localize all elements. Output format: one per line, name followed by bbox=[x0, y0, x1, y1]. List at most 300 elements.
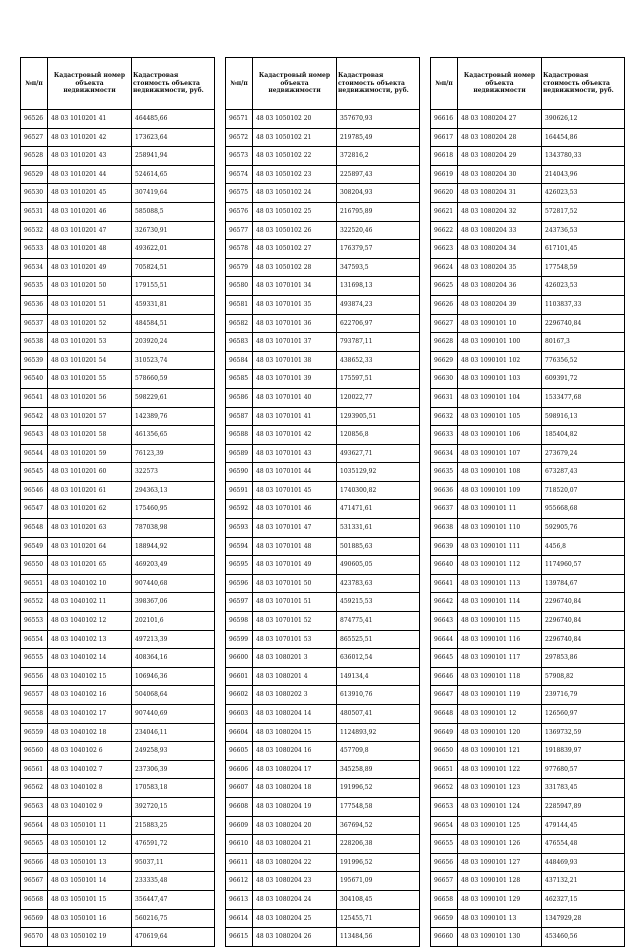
row-number: 96614 bbox=[226, 910, 253, 928]
cadastral-number: 48 03 1010201 52 bbox=[48, 315, 132, 333]
cadastral-number: 48 03 1090101 129 bbox=[458, 891, 542, 909]
table-row bbox=[21, 649, 214, 668]
table-row bbox=[21, 277, 214, 296]
row-number: 96567 bbox=[21, 872, 48, 890]
table-row bbox=[431, 928, 624, 946]
cadastral-number: 48 03 1070101 51 bbox=[253, 593, 337, 611]
row-number: 96575 bbox=[226, 184, 253, 202]
table-row bbox=[431, 277, 624, 296]
cadastral-cost: 572817,52 bbox=[545, 207, 578, 215]
cadastral-cost: 392720,15 bbox=[135, 802, 168, 810]
cadastral-cost: 476591,72 bbox=[135, 840, 168, 848]
table-row bbox=[431, 110, 624, 129]
row-number: 96586 bbox=[226, 389, 253, 407]
cadastral-cost: 297853,86 bbox=[545, 654, 578, 662]
cadastral-number: 48 03 1080201 4 bbox=[253, 668, 337, 686]
table-row bbox=[226, 686, 419, 705]
cadastral-number: 48 03 1010201 64 bbox=[48, 538, 132, 556]
table-row bbox=[226, 668, 419, 687]
table-row bbox=[431, 240, 624, 259]
row-number: 96642 bbox=[431, 593, 458, 611]
cadastral-number: 48 03 1050102 24 bbox=[253, 184, 337, 202]
row-number: 96556 bbox=[21, 668, 48, 686]
cadastral-cost: 793787,11 bbox=[340, 338, 373, 346]
row-number: 96598 bbox=[226, 612, 253, 630]
row-number: 96553 bbox=[21, 612, 48, 630]
row-number: 96527 bbox=[21, 129, 48, 147]
cadastral-number: 48 03 1010201 55 bbox=[48, 370, 132, 388]
cadastral-number: 48 03 1090101 104 bbox=[458, 389, 542, 407]
table-row bbox=[21, 891, 214, 910]
cadastral-cost: 177548,59 bbox=[545, 263, 578, 271]
cadastral-cost: 426023,53 bbox=[545, 189, 578, 197]
table-row bbox=[21, 668, 214, 687]
row-number: 96528 bbox=[21, 147, 48, 165]
row-number: 96552 bbox=[21, 593, 48, 611]
cadastral-number: 48 03 1090101 115 bbox=[458, 612, 542, 630]
table-row bbox=[431, 761, 624, 780]
cadastral-number: 48 03 1050101 11 bbox=[48, 817, 132, 835]
cadastral-cost: 955668,68 bbox=[545, 505, 578, 513]
cadastral-number: 48 03 1090101 127 bbox=[458, 854, 542, 872]
cadastral-number: 48 03 1040102 7 bbox=[48, 761, 132, 779]
cadastral-cost: 367694,52 bbox=[340, 821, 373, 829]
table-row bbox=[431, 389, 624, 408]
table-row bbox=[226, 835, 419, 854]
table-header bbox=[226, 58, 419, 110]
cadastral-number: 48 03 1080204 14 bbox=[253, 705, 337, 723]
row-number: 96618 bbox=[431, 147, 458, 165]
cadastral-cost: 874775,41 bbox=[340, 617, 373, 625]
cadastral-number: 48 03 1070101 40 bbox=[253, 389, 337, 407]
cadastral-cost: 470619,64 bbox=[135, 933, 168, 941]
row-number: 96610 bbox=[226, 835, 253, 853]
table-row bbox=[431, 482, 624, 501]
cadastral-number: 48 03 1010201 62 bbox=[48, 500, 132, 518]
cadastral-number: 48 03 1080204 16 bbox=[253, 742, 337, 760]
table-row bbox=[226, 519, 419, 538]
row-number: 96606 bbox=[226, 761, 253, 779]
cadastral-number: 48 03 1090101 105 bbox=[458, 408, 542, 426]
row-number: 96549 bbox=[21, 538, 48, 556]
table-row bbox=[431, 463, 624, 482]
row-number: 96587 bbox=[226, 408, 253, 426]
cadastral-number: 48 03 1090101 123 bbox=[458, 779, 542, 797]
cadastral-number: 48 03 1040102 9 bbox=[48, 798, 132, 816]
cadastral-cost: 239716,79 bbox=[545, 691, 578, 699]
row-number: 96643 bbox=[431, 612, 458, 630]
cadastral-number: 48 03 1010201 45 bbox=[48, 184, 132, 202]
header-cadastral-cost: Кадастровая стоимость объекта недвижимости, руб. bbox=[133, 72, 204, 95]
row-number: 96577 bbox=[226, 222, 253, 240]
cadastral-cost: 1124893,92 bbox=[340, 728, 377, 736]
cadastral-number: 48 03 1070101 41 bbox=[253, 408, 337, 426]
cadastral-cost: 357670,93 bbox=[340, 115, 373, 122]
cadastral-number: 48 03 1080204 19 bbox=[253, 798, 337, 816]
cadastral-cost: 490605,05 bbox=[340, 561, 373, 569]
cadastral-cost: 438652,33 bbox=[340, 356, 373, 364]
cadastral-number: 48 03 1070101 50 bbox=[253, 575, 337, 593]
cadastral-number: 48 03 1080204 23 bbox=[253, 872, 337, 890]
table-body bbox=[21, 110, 214, 946]
cadastral-number: 48 03 1010201 46 bbox=[48, 203, 132, 221]
cadastral-number: 48 03 1090101 110 bbox=[458, 519, 542, 537]
cadastral-cost: 471471,61 bbox=[340, 505, 373, 513]
row-number: 96589 bbox=[226, 445, 253, 463]
table-row bbox=[431, 500, 624, 519]
table-row bbox=[21, 854, 214, 873]
row-number: 96603 bbox=[226, 705, 253, 723]
cadastral-number: 48 03 1080204 21 bbox=[253, 835, 337, 853]
cadastral-cost: 1918839,97 bbox=[545, 747, 582, 755]
cadastral-cost: 476554,48 bbox=[545, 840, 578, 848]
row-number: 96558 bbox=[21, 705, 48, 723]
row-number: 96620 bbox=[431, 184, 458, 202]
cadastral-number: 48 03 1090101 102 bbox=[458, 352, 542, 370]
cadastral-number: 48 03 1010201 42 bbox=[48, 129, 132, 147]
row-number: 96581 bbox=[226, 296, 253, 314]
cadastral-cost: 907440,69 bbox=[135, 710, 168, 717]
row-number: 96579 bbox=[226, 259, 253, 277]
cadastral-number: 48 03 1040102 17 bbox=[48, 705, 132, 723]
row-number: 96550 bbox=[21, 556, 48, 574]
cadastral-number: 48 03 1090101 118 bbox=[458, 668, 542, 686]
table-row bbox=[21, 315, 214, 334]
table-row bbox=[21, 482, 214, 501]
table-row bbox=[226, 445, 419, 464]
cadastral-cost: 142389,76 bbox=[135, 412, 168, 420]
cadastral-number: 48 03 1090101 112 bbox=[458, 556, 542, 574]
cadastral-number: 48 03 1090101 130 bbox=[458, 928, 542, 946]
table-row bbox=[226, 538, 419, 557]
table-row bbox=[21, 593, 214, 612]
cadastral-cost: 191996,52 bbox=[340, 858, 373, 866]
cadastral-cost: 464485,66 bbox=[135, 115, 168, 122]
cadastral-number: 48 03 1010201 58 bbox=[48, 426, 132, 444]
cadastral-cost: 307419,64 bbox=[135, 189, 168, 197]
table-row bbox=[431, 872, 624, 891]
row-number: 96602 bbox=[226, 686, 253, 704]
cadastral-cost: 497213,39 bbox=[135, 635, 168, 643]
row-number: 96537 bbox=[21, 315, 48, 333]
row-number: 96544 bbox=[21, 445, 48, 463]
cadastral-cost: 233335,48 bbox=[135, 877, 168, 885]
table-row bbox=[431, 649, 624, 668]
table-row bbox=[226, 742, 419, 761]
cadastral-number: 48 03 1080204 33 bbox=[458, 222, 542, 240]
row-number: 96595 bbox=[226, 556, 253, 574]
cadastral-cost: 718520,07 bbox=[545, 486, 578, 494]
header-cadastral-number: Кадастровый номер объекта недвижимости bbox=[253, 58, 337, 109]
cadastral-number: 48 03 1080202 3 bbox=[253, 686, 337, 704]
cadastral-cost: 493627,71 bbox=[340, 449, 373, 457]
row-number: 96628 bbox=[431, 333, 458, 351]
cadastral-number: 48 03 1040102 16 bbox=[48, 686, 132, 704]
cadastral-number: 48 03 1070101 38 bbox=[253, 352, 337, 370]
cadastral-cost: 106946,36 bbox=[135, 672, 168, 680]
row-number: 96593 bbox=[226, 519, 253, 537]
cadastral-number: 48 03 1040102 11 bbox=[48, 593, 132, 611]
cadastral-table-2 bbox=[225, 57, 420, 947]
row-number: 96543 bbox=[21, 426, 48, 444]
row-number: 96612 bbox=[226, 872, 253, 890]
cadastral-cost: 1103837,33 bbox=[545, 300, 582, 308]
row-number: 96621 bbox=[431, 203, 458, 221]
row-number: 96631 bbox=[431, 389, 458, 407]
table-row bbox=[21, 129, 214, 148]
cadastral-number: 48 03 1080204 34 bbox=[458, 240, 542, 258]
cadastral-cost: 125455,71 bbox=[340, 914, 373, 922]
cadastral-number: 48 03 1010201 41 bbox=[48, 110, 132, 128]
table-row bbox=[431, 835, 624, 854]
cadastral-number: 48 03 1010201 54 bbox=[48, 352, 132, 370]
row-number: 96591 bbox=[226, 482, 253, 500]
row-number: 96554 bbox=[21, 631, 48, 649]
cadastral-number: 48 03 1090101 119 bbox=[458, 686, 542, 704]
table-row bbox=[21, 538, 214, 557]
table-row bbox=[431, 854, 624, 873]
table-row bbox=[431, 612, 624, 631]
cadastral-number: 48 03 1070101 48 bbox=[253, 538, 337, 556]
cadastral-cost: 501885,63 bbox=[340, 542, 373, 550]
table-row bbox=[21, 519, 214, 538]
cadastral-number: 48 03 1090101 120 bbox=[458, 724, 542, 742]
row-number: 96531 bbox=[21, 203, 48, 221]
cadastral-cost: 585088,5 bbox=[135, 207, 164, 215]
table-row bbox=[21, 761, 214, 780]
cadastral-number: 48 03 1090101 106 bbox=[458, 426, 542, 444]
cadastral-number: 48 03 1040102 13 bbox=[48, 631, 132, 649]
table-row bbox=[431, 705, 624, 724]
cadastral-number: 48 03 1010201 51 bbox=[48, 296, 132, 314]
cadastral-cost: 113484,56 bbox=[340, 933, 373, 941]
cadastral-number: 48 03 1090101 114 bbox=[458, 593, 542, 611]
table-row bbox=[21, 426, 214, 445]
cadastral-number: 48 03 1010201 56 bbox=[48, 389, 132, 407]
table-header bbox=[431, 58, 624, 110]
cadastral-cost: 356447,47 bbox=[135, 895, 168, 903]
cadastral-cost: 273679,24 bbox=[545, 449, 578, 457]
row-number: 96658 bbox=[431, 891, 458, 909]
table-row bbox=[21, 222, 214, 241]
cadastral-cost: 294363,13 bbox=[135, 486, 168, 494]
row-number: 96627 bbox=[431, 315, 458, 333]
cadastral-number: 48 03 1080204 31 bbox=[458, 184, 542, 202]
header-cadastral-number: Кадастровый номер объекта недвижимости bbox=[458, 58, 542, 109]
cadastral-cost: 120022,77 bbox=[340, 393, 373, 401]
cadastral-number: 48 03 1040102 12 bbox=[48, 612, 132, 630]
cadastral-cost: 177548,58 bbox=[340, 802, 373, 810]
row-number: 96659 bbox=[431, 910, 458, 928]
cadastral-number: 48 03 1080204 18 bbox=[253, 779, 337, 797]
cadastral-cost: 258941,94 bbox=[135, 152, 168, 160]
cadastral-cost: 243736,53 bbox=[545, 226, 578, 234]
table-row bbox=[21, 835, 214, 854]
cadastral-cost: 426023,53 bbox=[545, 282, 578, 290]
cadastral-number: 48 03 1010201 49 bbox=[48, 259, 132, 277]
table-row bbox=[431, 817, 624, 836]
row-number: 96641 bbox=[431, 575, 458, 593]
table-row bbox=[226, 352, 419, 371]
cadastral-cost: 179155,51 bbox=[135, 282, 168, 290]
cadastral-number: 48 03 1090101 103 bbox=[458, 370, 542, 388]
cadastral-number: 48 03 1080204 20 bbox=[253, 817, 337, 835]
cadastral-number: 48 03 1090101 111 bbox=[458, 538, 542, 556]
cadastral-cost: 175460,95 bbox=[135, 505, 168, 513]
cadastral-number: 48 03 1010201 53 bbox=[48, 333, 132, 351]
row-number: 96646 bbox=[431, 668, 458, 686]
table-row bbox=[226, 296, 419, 315]
table-row bbox=[21, 500, 214, 519]
row-number: 96566 bbox=[21, 854, 48, 872]
row-number: 96590 bbox=[226, 463, 253, 481]
row-number: 96626 bbox=[431, 296, 458, 314]
row-number: 96546 bbox=[21, 482, 48, 500]
row-number: 96557 bbox=[21, 686, 48, 704]
row-number: 96615 bbox=[226, 928, 253, 946]
row-number: 96585 bbox=[226, 370, 253, 388]
row-number: 96561 bbox=[21, 761, 48, 779]
cadastral-cost: 787038,98 bbox=[135, 524, 168, 532]
cadastral-cost: 592905,76 bbox=[545, 524, 578, 532]
cadastral-cost: 249258,93 bbox=[135, 747, 168, 755]
cadastral-cost: 673287,43 bbox=[545, 468, 578, 476]
cadastral-cost: 322520,46 bbox=[340, 226, 373, 234]
row-number: 96539 bbox=[21, 352, 48, 370]
row-number: 96652 bbox=[431, 779, 458, 797]
cadastral-cost: 493874,23 bbox=[340, 300, 373, 308]
table-row bbox=[431, 798, 624, 817]
cadastral-cost: 345258,89 bbox=[340, 765, 373, 773]
cadastral-cost: 326730,91 bbox=[135, 226, 168, 234]
table-row bbox=[226, 817, 419, 836]
table-row bbox=[226, 277, 419, 296]
cadastral-number: 48 03 1080204 30 bbox=[458, 166, 542, 184]
cadastral-number: 48 03 1090101 108 bbox=[458, 463, 542, 481]
cadastral-cost: 308204,93 bbox=[340, 189, 373, 197]
cadastral-cost: 322573 bbox=[135, 468, 158, 476]
table-row bbox=[431, 426, 624, 445]
table-row bbox=[21, 779, 214, 798]
row-number: 96644 bbox=[431, 631, 458, 649]
table-row bbox=[21, 817, 214, 836]
cadastral-number: 48 03 1090101 125 bbox=[458, 817, 542, 835]
cadastral-number: 48 03 1090101 116 bbox=[458, 631, 542, 649]
cadastral-number: 48 03 1040102 10 bbox=[48, 575, 132, 593]
cadastral-cost: 131698,13 bbox=[340, 282, 373, 290]
row-number: 96624 bbox=[431, 259, 458, 277]
cadastral-cost: 372816,2 bbox=[340, 152, 369, 160]
cadastral-number: 48 03 1090101 121 bbox=[458, 742, 542, 760]
row-number: 96656 bbox=[431, 854, 458, 872]
table-row bbox=[21, 686, 214, 705]
cadastral-number: 48 03 1080204 25 bbox=[253, 910, 337, 928]
cadastral-cost: 215883,25 bbox=[135, 821, 168, 829]
cadastral-cost: 1369732,59 bbox=[545, 728, 582, 736]
row-number: 96616 bbox=[431, 110, 458, 128]
cadastral-cost: 4456,8 bbox=[545, 542, 566, 550]
table-row bbox=[431, 352, 624, 371]
cadastral-cost: 185404,82 bbox=[545, 431, 578, 439]
cadastral-number: 48 03 1050102 27 bbox=[253, 240, 337, 258]
row-number: 96560 bbox=[21, 742, 48, 760]
row-number: 96572 bbox=[226, 129, 253, 147]
cadastral-cost: 504068,64 bbox=[135, 691, 168, 699]
cadastral-cost: 191996,52 bbox=[340, 784, 373, 792]
row-number: 96608 bbox=[226, 798, 253, 816]
cadastral-cost: 398367,06 bbox=[135, 598, 168, 606]
cadastral-cost: 480507,41 bbox=[340, 710, 373, 717]
row-number: 96583 bbox=[226, 333, 253, 351]
cadastral-number: 48 03 1070101 46 bbox=[253, 500, 337, 518]
cadastral-cost: 126560,97 bbox=[545, 710, 578, 717]
cadastral-cost: 531331,61 bbox=[340, 524, 373, 532]
row-number: 96640 bbox=[431, 556, 458, 574]
cadastral-cost: 175597,51 bbox=[340, 375, 373, 383]
cadastral-cost: 234046,11 bbox=[135, 728, 168, 736]
table-row bbox=[21, 110, 214, 129]
cadastral-cost: 202101,6 bbox=[135, 617, 164, 625]
cadastral-number: 48 03 1090101 107 bbox=[458, 445, 542, 463]
table-row bbox=[21, 296, 214, 315]
cadastral-cost: 203920,24 bbox=[135, 338, 168, 346]
table-body bbox=[431, 110, 624, 946]
table-row bbox=[21, 240, 214, 259]
table-row bbox=[21, 408, 214, 427]
table-row bbox=[431, 668, 624, 687]
row-number: 96584 bbox=[226, 352, 253, 370]
table-row bbox=[226, 854, 419, 873]
cadastral-cost: 2285947,89 bbox=[545, 802, 582, 810]
cadastral-number: 48 03 1080204 36 bbox=[458, 277, 542, 295]
row-number: 96633 bbox=[431, 426, 458, 444]
cadastral-cost: 76123,39 bbox=[135, 449, 164, 457]
table-header bbox=[21, 58, 214, 110]
row-number: 96637 bbox=[431, 500, 458, 518]
table-row bbox=[21, 166, 214, 185]
cadastral-number: 48 03 1010201 63 bbox=[48, 519, 132, 537]
header-cadastral-cost: Кадастровая стоимость объекта недвижимости, руб. bbox=[543, 72, 614, 95]
row-number: 96623 bbox=[431, 240, 458, 258]
cadastral-number: 48 03 1010201 48 bbox=[48, 240, 132, 258]
cadastral-cost: 461356,65 bbox=[135, 431, 168, 439]
cadastral-cost: 977680,57 bbox=[545, 765, 578, 773]
cadastral-cost: 2296740,84 bbox=[545, 635, 582, 643]
cadastral-number: 48 03 1070101 39 bbox=[253, 370, 337, 388]
table-row bbox=[226, 593, 419, 612]
row-number: 96538 bbox=[21, 333, 48, 351]
table-row bbox=[226, 426, 419, 445]
table-row bbox=[431, 333, 624, 352]
row-number: 96619 bbox=[431, 166, 458, 184]
row-number: 96574 bbox=[226, 166, 253, 184]
cadastral-cost: 448469,93 bbox=[545, 858, 578, 866]
table-row bbox=[431, 147, 624, 166]
cadastral-number: 48 03 1090101 100 bbox=[458, 333, 542, 351]
cadastral-cost: 188944,92 bbox=[135, 542, 168, 550]
cadastral-number: 48 03 1080204 22 bbox=[253, 854, 337, 872]
cadastral-cost: 865525,51 bbox=[340, 635, 373, 643]
cadastral-cost: 170583,18 bbox=[135, 784, 168, 792]
cadastral-number: 48 03 1090101 124 bbox=[458, 798, 542, 816]
table-row bbox=[21, 798, 214, 817]
table-row bbox=[226, 408, 419, 427]
cadastral-number: 48 03 1070101 34 bbox=[253, 277, 337, 295]
table-row bbox=[431, 370, 624, 389]
cadastral-number: 48 03 1070101 45 bbox=[253, 482, 337, 500]
cadastral-cost: 1740300,82 bbox=[340, 486, 377, 494]
row-number: 96636 bbox=[431, 482, 458, 500]
